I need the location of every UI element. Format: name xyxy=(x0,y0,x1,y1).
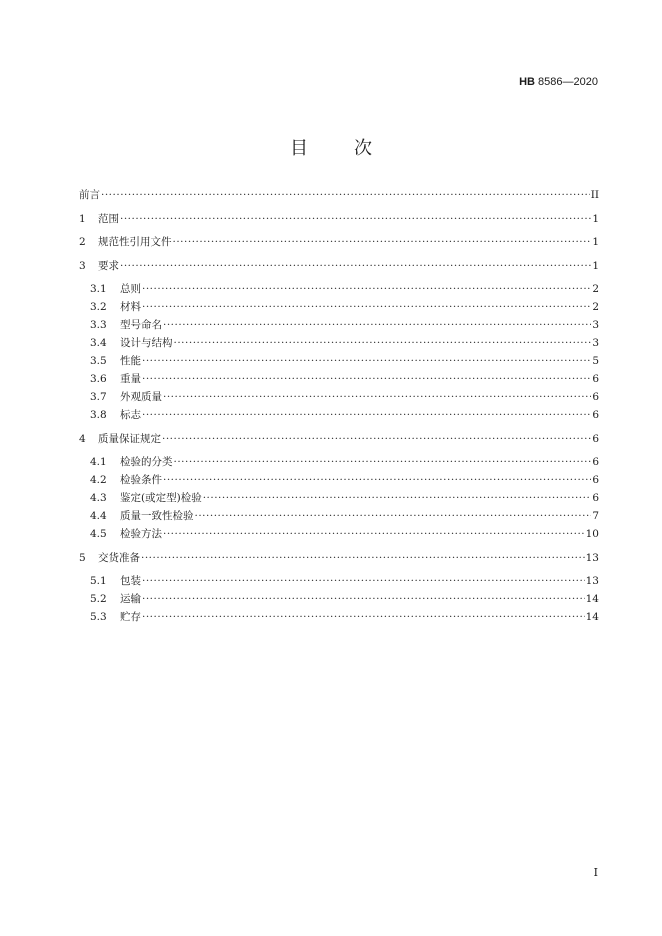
toc-entry-label: 标志 xyxy=(120,409,141,421)
toc-entry-label: 检验条件 xyxy=(120,474,162,486)
toc-entry[interactable] xyxy=(79,210,599,228)
page-number: I xyxy=(593,866,598,879)
toc-entry-number: 3.2 xyxy=(90,301,107,313)
toc-entry-page: 2 xyxy=(592,283,599,295)
toc-entry[interactable] xyxy=(79,280,599,298)
toc-entry-page: 6 xyxy=(592,409,599,421)
toc-entry-number: 4 xyxy=(79,432,86,445)
toc-entry-number: 3 xyxy=(79,259,86,272)
toc-entry-label: 检验方法 xyxy=(120,528,162,540)
toc-entry[interactable] xyxy=(79,471,599,489)
toc-entry-label: 外观质量 xyxy=(120,391,162,403)
toc-entry-page: 1 xyxy=(592,236,599,248)
toc-entry-number: 3.4 xyxy=(90,337,107,349)
toc-entry[interactable] xyxy=(79,233,599,251)
toc-entry-number: 3.8 xyxy=(90,409,107,421)
toc-entry-page: 6 xyxy=(592,432,599,445)
toc-leader-dots xyxy=(142,298,591,316)
toc-entry[interactable] xyxy=(79,316,599,334)
toc-entry-number: 3.7 xyxy=(90,391,107,403)
toc-entry[interactable] xyxy=(79,370,599,388)
toc-leader-dots xyxy=(142,406,591,424)
toc-entry[interactable] xyxy=(79,608,599,626)
toc-entry[interactable] xyxy=(79,549,599,567)
toc-leader-dots xyxy=(101,186,590,204)
toc-entry-page: 3 xyxy=(592,319,599,331)
toc-leader-dots xyxy=(163,525,585,543)
toc-leader-dots xyxy=(142,572,585,590)
toc-entry[interactable] xyxy=(79,453,599,471)
toc-entry-label: 质量一致性检验 xyxy=(120,510,194,522)
toc-leader-dots xyxy=(174,334,592,352)
toc-entry-page: 7 xyxy=(592,510,599,522)
toc-entry-number: 3.5 xyxy=(90,355,107,367)
toc-entry-number: 3.3 xyxy=(90,319,107,331)
toc-entry-number: 2 xyxy=(79,236,86,248)
toc-entry-number: 4.2 xyxy=(90,474,107,486)
toc-entry-page: 14 xyxy=(585,593,599,605)
toc-entry-label: 设计与结构 xyxy=(120,337,173,349)
toc-entry-page: 14 xyxy=(585,611,599,623)
toc-entry-label: 要求 xyxy=(98,259,119,272)
toc-entry[interactable] xyxy=(79,525,599,543)
toc-entry[interactable] xyxy=(79,590,599,608)
toc-leader-dots xyxy=(163,471,591,489)
toc-leader-dots xyxy=(142,590,585,608)
toc-entry-page: 1 xyxy=(592,212,599,225)
standard-code: 8586—2020 xyxy=(538,76,598,88)
toc-leader-dots xyxy=(141,549,585,567)
toc-leader-dots xyxy=(163,388,591,406)
toc-entry[interactable] xyxy=(79,334,599,352)
toc-leader-dots xyxy=(142,352,591,370)
toc-entry-label: 型号命名 xyxy=(120,319,162,331)
toc-entry-number: 3.1 xyxy=(90,283,107,295)
toc-entry-number: 5.3 xyxy=(90,611,107,623)
toc-leader-dots xyxy=(174,453,592,471)
toc-entry-page: 6 xyxy=(592,474,599,486)
toc-entry-label: 重量 xyxy=(120,373,141,385)
toc-leader-dots xyxy=(195,507,592,525)
toc-leader-dots xyxy=(162,430,591,448)
toc-entry-number: 4.4 xyxy=(90,510,107,522)
toc-entry-number: 4.3 xyxy=(90,492,107,504)
toc-entry[interactable] xyxy=(79,257,599,275)
toc-entry-page: 6 xyxy=(592,456,599,468)
toc-entry-number: 4.1 xyxy=(90,456,107,468)
toc-entry-page: 3 xyxy=(592,337,599,349)
toc-entry-number: 1 xyxy=(79,212,86,225)
toc-entry[interactable] xyxy=(79,489,599,507)
toc-entry-label: 前言 xyxy=(79,189,100,201)
toc-entry-label: 贮存 xyxy=(120,611,141,623)
toc-entry-number: 5.1 xyxy=(90,575,107,587)
toc-entry-label: 运输 xyxy=(120,593,141,605)
toc-entry-label: 鉴定(或定型)检验 xyxy=(120,492,202,504)
toc-leader-dots xyxy=(142,370,591,388)
toc-entry-page: 6 xyxy=(592,391,599,403)
toc-entry-label: 性能 xyxy=(120,355,141,367)
toc-leader-dots xyxy=(142,280,591,298)
toc-entry-number: 4.5 xyxy=(90,528,107,540)
toc-entry-label: 总则 xyxy=(120,283,141,295)
toc-entry[interactable] xyxy=(79,572,599,590)
toc-entry-page: 1 xyxy=(592,259,599,272)
toc-entry-page: 2 xyxy=(592,301,599,313)
toc-entry-label: 交货准备 xyxy=(98,551,140,564)
toc-entry-label: 检验的分类 xyxy=(120,456,173,468)
toc-entry-page: 5 xyxy=(592,355,599,367)
toc-leader-dots xyxy=(142,608,585,626)
toc-entry-page: II xyxy=(590,189,599,201)
toc-leader-dots xyxy=(120,210,591,228)
page-title: 目次 xyxy=(290,138,418,159)
toc-entry-label: 规范性引用文件 xyxy=(98,236,172,248)
toc-entry-number: 5 xyxy=(79,551,86,564)
toc-leader-dots xyxy=(173,233,592,251)
toc-entry[interactable] xyxy=(79,406,599,424)
toc-entry-label: 范围 xyxy=(98,212,119,225)
toc-entry[interactable] xyxy=(79,388,599,406)
toc-entry-page: 13 xyxy=(585,575,599,587)
toc-leader-dots xyxy=(203,489,592,507)
toc-entry[interactable] xyxy=(79,430,599,448)
toc-entry-page: 6 xyxy=(592,373,599,385)
standard-number xyxy=(519,76,598,88)
toc-entry-label: 材料 xyxy=(120,301,141,313)
toc-entry-page: 6 xyxy=(592,492,599,504)
table-of-contents xyxy=(79,186,599,626)
toc-entry-number: 5.2 xyxy=(90,593,107,605)
toc-leader-dots xyxy=(120,257,591,275)
toc-entry-page: 10 xyxy=(585,528,599,540)
toc-entry[interactable] xyxy=(79,507,599,525)
toc-entry[interactable] xyxy=(79,298,599,316)
toc-entry-page: 13 xyxy=(585,551,599,564)
toc-entry-label: 质量保证规定 xyxy=(98,432,161,445)
standard-prefix: HB xyxy=(519,76,535,88)
toc-entry-label: 包装 xyxy=(120,575,141,587)
toc-leader-dots xyxy=(163,316,591,334)
toc-entry[interactable] xyxy=(79,352,599,370)
toc-entry-number: 3.6 xyxy=(90,373,107,385)
toc-entry[interactable] xyxy=(79,186,599,204)
